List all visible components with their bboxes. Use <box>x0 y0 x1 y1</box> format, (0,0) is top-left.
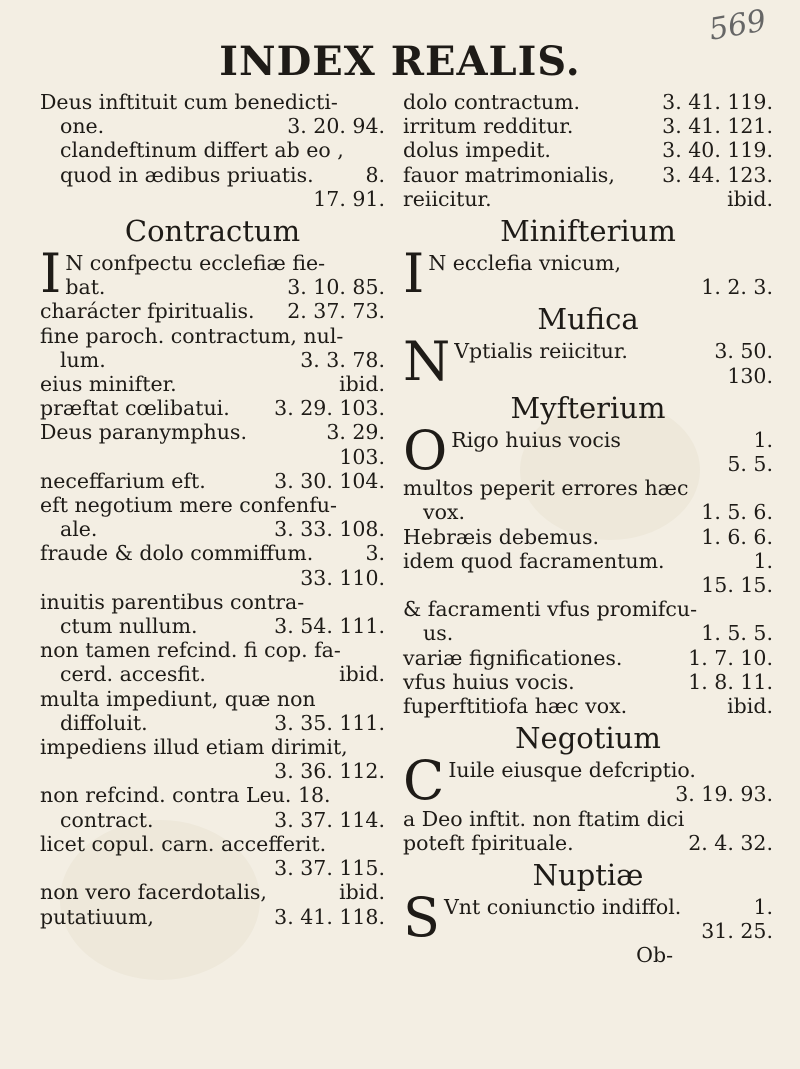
musica-lead <box>403 330 773 394</box>
entry-ref: 1. 2. 3. <box>701 275 773 300</box>
entry-ref: 103. <box>339 444 385 469</box>
entry-ref: ibid. <box>339 372 385 397</box>
drop-cap: N <box>403 330 451 394</box>
entry-text: irritum redditur. <box>403 114 574 139</box>
negotium-lead <box>403 749 773 813</box>
negotium-entries <box>403 807 773 855</box>
entry-text: fraude & dolo commiffum. <box>40 541 314 566</box>
entry-ref: 3. 37. 115. <box>274 856 385 881</box>
entry-text: præftat cœlibatui. <box>40 396 230 421</box>
entry-text: licet copul. carn. accefferit. <box>40 831 327 856</box>
entry-text: idem quod facramentum. <box>403 548 665 573</box>
entry-text: Vnt coniunctio indiffol. <box>444 895 682 920</box>
entry-ref: 8. <box>365 162 385 187</box>
entry-ref: 3. 41. 119. <box>662 90 773 114</box>
left-intro <box>40 90 385 211</box>
entry-text: multa impediunt, quæ non <box>40 686 316 711</box>
entry-text: eft negotium mere confenfu- <box>40 493 337 518</box>
entry-text: & facramenti vfus promifcu- <box>403 597 698 622</box>
entry-ref: 130. <box>727 363 773 388</box>
entry-text: ctum nullum. <box>60 614 198 639</box>
drop-cap: I <box>403 242 425 306</box>
entry-ref: 3. 37. 114. <box>274 807 385 832</box>
entry-text: us. <box>423 621 454 646</box>
entry-ref: 3. 36. 112. <box>274 759 385 784</box>
entry-text: impediens illud etiam dirimit, <box>40 735 348 760</box>
entry-text: charácter fpiritualis. <box>40 299 255 324</box>
drop-cap: I <box>40 242 62 306</box>
nuptiae-lead <box>403 886 773 950</box>
entry-ref: 33. 110. <box>300 565 385 590</box>
entry-text: fine paroch. contractum, nul- <box>40 323 344 348</box>
entry-ref: ibid. <box>727 694 773 719</box>
entry-ref: 1. 6. 6. <box>701 524 773 549</box>
entry-ref: 3. 54. 111. <box>274 614 385 639</box>
entry-text: non vero facerdotalis, <box>40 880 267 905</box>
entry-ref: 3. 20. 94. <box>287 114 385 139</box>
entry-text: Deus inftituit cum benedicti- <box>40 90 338 114</box>
entry-text: Vptialis reiicitur. <box>454 339 628 364</box>
entry-ref: 1. <box>753 427 773 452</box>
entry-ref: 1. 5. 5. <box>701 621 773 646</box>
entry-text: dolo contractum. <box>403 90 581 114</box>
entry-text: Iuile eiusque defcriptio. <box>448 758 696 783</box>
entry-text: fauor matrimonialis, <box>403 162 615 187</box>
entry-ref: 3. 50. <box>714 339 773 364</box>
entry-text: neceffarium eft. <box>40 468 206 493</box>
entry-ref: 3. 33. 108. <box>274 517 385 542</box>
section-heading-contractum: Contractum <box>124 214 301 249</box>
mysterium-lead <box>403 418 773 482</box>
entry-text: multos peperit errores hæc <box>403 476 689 501</box>
entry-ref: 3. 44. 123. <box>662 162 773 187</box>
entry-ref: 3. 41. 121. <box>662 114 773 139</box>
entry-ref: 2. 4. 32. <box>688 830 773 855</box>
entry-text: eius minifter. <box>40 372 177 397</box>
drop-cap: C <box>403 749 445 813</box>
section-heading-negotium: Negotium <box>515 721 661 756</box>
entry-ref: 3. 19. 93. <box>675 782 773 807</box>
entry-ref: 3. <box>365 541 385 566</box>
entry-text: reiicitur. <box>403 186 492 211</box>
entry-ref: 1. 7. 10. <box>688 645 773 670</box>
entry-text: vox. <box>423 500 466 525</box>
entry-text: N ecclefia vnicum, <box>428 251 621 276</box>
drop-cap: O <box>403 418 448 482</box>
mysterium-entries <box>403 476 773 718</box>
entry-text: a Deo inftit. non ftatim dici <box>403 806 685 831</box>
entry-text: bat. <box>65 275 106 300</box>
entry-text: Hebræis debemus. <box>403 524 599 549</box>
entry-text: quod in ædibus priuatis. <box>60 162 314 187</box>
entry-ref: 3. 3. 78. <box>300 347 385 372</box>
catchword: Ob- <box>636 943 673 968</box>
entry-text: variæ fignificationes. <box>403 645 623 670</box>
entry-ref: ibid. <box>727 186 773 211</box>
entry-text: contract. <box>60 807 154 832</box>
section-heading-mysterium: Myfterium <box>510 390 666 425</box>
entry-ref: 1. 5. 6. <box>701 500 773 525</box>
entry-text: cerd. accesfit. <box>60 662 206 687</box>
entry-text: fuperftitiofa hæc vox. <box>403 694 628 719</box>
entry-text: lum. <box>60 347 106 372</box>
entry-ref: 5. 5. <box>727 452 773 477</box>
entry-text: poteft fpirituale. <box>403 830 574 855</box>
section-heading-musica: Mufica <box>537 302 639 337</box>
entry-text: ale. <box>60 517 98 542</box>
drop-cap: S <box>403 886 440 950</box>
entry-ref: 3. 29. <box>326 420 385 445</box>
entry-text: Deus paranymphus. <box>40 420 247 445</box>
entry-ref: ibid. <box>339 662 385 687</box>
entry-ref: 3. 29. 103. <box>274 396 385 421</box>
left-column <box>40 90 385 929</box>
entry-ref: 3. 35. 111. <box>274 710 385 735</box>
contractum-entries <box>40 299 385 928</box>
entry-text: diffoluit. <box>60 710 148 735</box>
entry-text: putatiuum, <box>40 904 154 929</box>
entry-text: dolus impedit. <box>403 138 551 163</box>
entry-ref: 1. <box>753 895 773 920</box>
ministerium-lead <box>403 242 773 306</box>
page-title: INDEX REALIS. <box>219 38 581 85</box>
entry-text: one. <box>60 114 105 139</box>
entry-ref: ibid. <box>339 880 385 905</box>
right-column <box>403 90 773 968</box>
entry-text: vfus huius vocis. <box>403 669 575 694</box>
entry-text: inuitis parentibus contra- <box>40 589 305 614</box>
entry-ref: 3. 30. 104. <box>274 468 385 493</box>
entry-text: non tamen refcind. fi cop. fa- <box>40 638 341 663</box>
entry-ref: 1. 8. 11. <box>688 669 773 694</box>
entry-text: N confpectu ecclefiæ fie- <box>65 251 326 276</box>
entry-ref: 3. 41. 118. <box>274 904 385 929</box>
entry-ref: 1. <box>753 548 773 573</box>
entry-ref: 15. 15. <box>701 573 773 598</box>
section-heading-nuptiae: Nuptiæ <box>532 858 644 893</box>
entry-ref: 3. 40. 119. <box>662 138 773 163</box>
right-intro <box>403 90 773 211</box>
contractum-lead <box>40 242 385 306</box>
entry-ref: 17. 91. <box>313 186 385 211</box>
entry-ref: 2. 37. 73. <box>287 299 385 324</box>
manuscript-mark: 569 <box>706 3 769 48</box>
section-heading-ministerium: Minifterium <box>500 214 676 249</box>
entry-text: clandeftinum differt ab eo , <box>60 138 344 163</box>
entry-text: Rigo huius vocis <box>451 427 621 452</box>
entry-ref: 31. 25. <box>701 919 773 944</box>
entry-ref: 3. 10. 85. <box>287 275 385 300</box>
entry-text: non refcind. contra Leu. 18. <box>40 783 331 808</box>
